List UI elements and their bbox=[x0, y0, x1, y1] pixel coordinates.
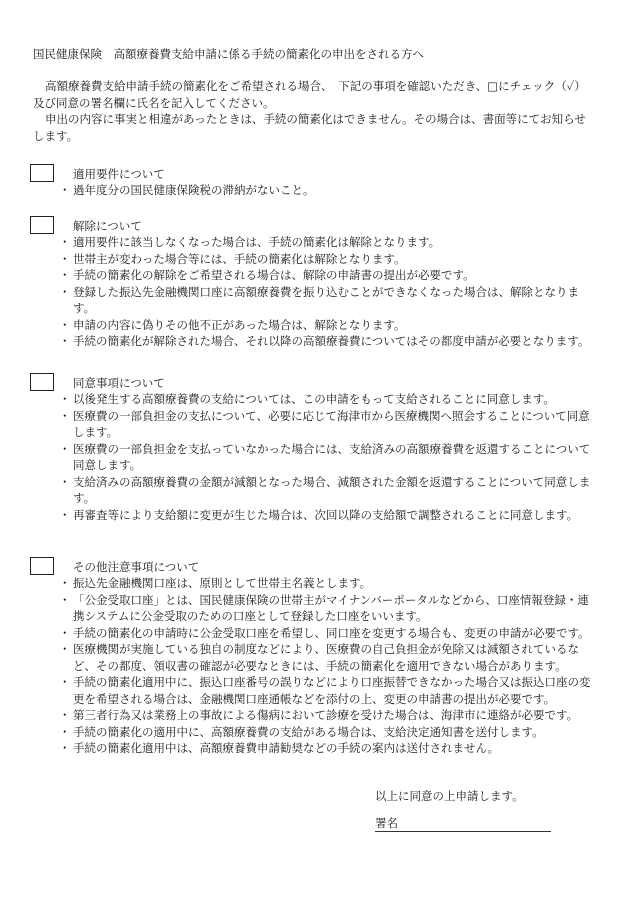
section-heading: 同意事項について bbox=[73, 376, 165, 390]
list-item: ・ 世帯主が変わった場合等には、手続の簡素化は解除となります。 bbox=[62, 251, 596, 268]
list-item: ・ 手続の簡素化適用中は、高額療養費申請勧奨などの手続の案内は送付されません。 bbox=[62, 740, 596, 757]
section-heading: その他注意事項について bbox=[73, 560, 200, 574]
list-item: ・ 手続の簡素化が解除された場合、それ以降の高額療養費についてはその都度申請が必要となります。 bbox=[62, 333, 596, 350]
list-item: ・ 医療費の一部負担金を支払っていなかった場合には、支給済みの高額療養費を返還することについて同意します。 bbox=[62, 441, 596, 474]
document-title: 国民健康保険 高額療養費支給申請に係る手続の簡素化の申出をされる方へ bbox=[33, 47, 424, 61]
list-item: ・ 第三者行為又は業務上の事故による傷病において診療を受けた場合は、海津市に連絡が必要です。 bbox=[62, 707, 596, 724]
signature-field[interactable] bbox=[375, 815, 551, 832]
section-list bbox=[62, 391, 596, 523]
list-item: ・ 手続の簡素化の解除をご希望される場合は、解除の申請書の提出が必要です。 bbox=[62, 267, 596, 284]
list-item: ・ 「公金受取口座」とは、国民健康保険の世帯主がマイナンバーポータルなどから、口座情報登録・連携システムに公金受取のための口座として登録した口座をいいます。 bbox=[62, 592, 596, 625]
list-item: ・ 手続の簡素化の適用中に、高額療養費の支給がある場合は、支給決定通知書を送付します。 bbox=[62, 724, 596, 741]
list-item: ・ 支給済みの高額療養費の金額が減額となった場合、減額された金額を返還することについて同意します。 bbox=[62, 474, 596, 507]
list-item: ・ 手続の簡素化の申請時に公金受取口座を希望し、同口座を変更する場合も、変更の申請が必要です。 bbox=[62, 625, 596, 642]
list-item: ・ 適用要件に該当しなくなった場合は、手続の簡素化は解除となります。 bbox=[62, 234, 596, 251]
list-item: ・ 以後発生する高額療養費の支給については、この申請をもって支給されることに同意します。 bbox=[62, 391, 596, 408]
section-heading: 適用要件について bbox=[73, 167, 165, 181]
agreement-text: 以上に同意の上申請します。 bbox=[375, 789, 524, 803]
list-item: ・ 手続の簡素化適用中に、振込口座番号の誤りなどにより口座振替できなかった場合又は振込口座の変更を希望される場合は、金融機関口座通帳などを添付の上、変更の申請書の提出が必要です。 bbox=[62, 674, 596, 707]
section-list bbox=[62, 234, 596, 350]
signature-block bbox=[375, 788, 555, 832]
list-item: ・ 振込先金融機関口座は、原則として世帯主名義とします。 bbox=[62, 575, 596, 592]
list-item: ・ 医療費の一部負担金の支払について、必要に応じて海津市から医療機関へ照会することについて同意します。 bbox=[62, 408, 596, 441]
list-item: ・ 登録した振込先金融機関口座に高額療養費を振り込むことができなくなった場合は、解除となります。 bbox=[62, 284, 596, 317]
consent-checkbox[interactable] bbox=[30, 373, 54, 391]
cancellation-checkbox[interactable] bbox=[30, 216, 54, 234]
list-item: ・ 再審査等により支給額に変更が生じた場合は、次回以降の支給額で調整されることに同意します。 bbox=[62, 507, 596, 524]
intro-paragraph: 高額療養費支給申請手続の簡素化をご希望される場合、 下記の事項を確認いただき、□にチェック（✓）及び同意の署名欄に氏名を記入してください。 bbox=[33, 79, 586, 110]
intro-text bbox=[33, 78, 595, 144]
intro-paragraph: 申出の内容に事実と相違があったときは、手続の簡素化はできません。その場合は、書面等にてお知らせします。 bbox=[33, 112, 586, 143]
signature-label: 署名 bbox=[375, 815, 398, 830]
section-list bbox=[62, 182, 596, 199]
list-item: ・ 医療機関が実施している独自の制度などにより、医療費の自己負担金が免除又は減額されているなど、その都度、領収書の確認が必要なときには、手続の簡素化を適用できない場合があります。 bbox=[62, 641, 596, 674]
list-item: ・ 申請の内容に偽りその他不正があった場合は、解除となります。 bbox=[62, 317, 596, 334]
section-list bbox=[62, 575, 596, 757]
list-item: ・ 過年度分の国民健康保険税の滞納がないこと。 bbox=[62, 182, 596, 199]
eligibility-checkbox[interactable] bbox=[30, 164, 54, 182]
other-notes-checkbox[interactable] bbox=[30, 557, 54, 575]
section-heading: 解除について bbox=[73, 219, 142, 233]
